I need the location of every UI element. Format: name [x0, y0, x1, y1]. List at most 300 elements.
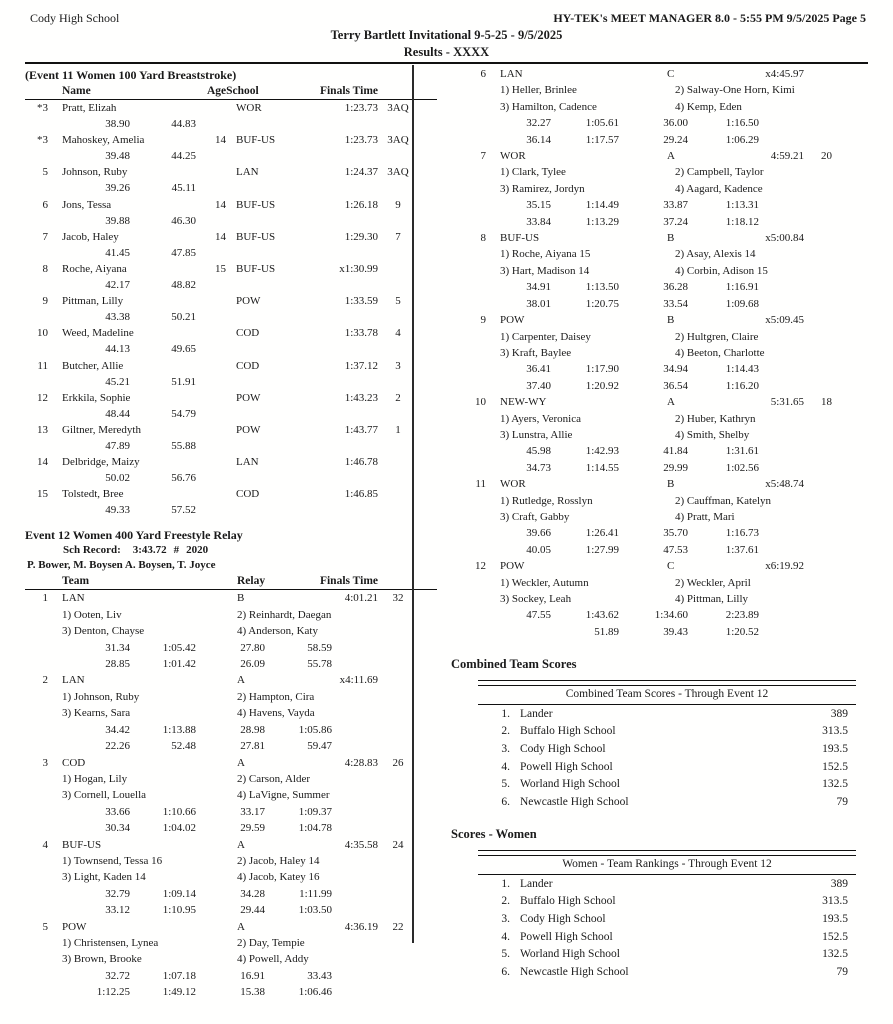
- split-time: 1:06.29: [725, 133, 759, 146]
- split-time: 27.80: [240, 641, 265, 654]
- swimmer-name: Butcher, Allie: [62, 359, 124, 372]
- result-row: [25, 197, 437, 213]
- combined-scores-rows: [478, 705, 856, 811]
- finals-time: x5:48.74: [765, 478, 804, 491]
- split-time: 38.01: [526, 297, 551, 310]
- score-row: [478, 892, 856, 910]
- split-time: 44.83: [171, 118, 196, 131]
- event-12-relays-left: [25, 590, 437, 1000]
- age: [202, 422, 226, 438]
- relay-splits-row: [463, 115, 869, 131]
- swimmer-name: Jacob, Haley: [62, 230, 119, 243]
- relay-swimmer: 4) Kemp, Eden: [675, 100, 742, 113]
- relay-swimmer: 3) Denton, Chayse: [62, 625, 145, 638]
- split-time: 1:14.49: [585, 199, 619, 212]
- place: 13: [37, 423, 48, 436]
- split-time: 37.24: [663, 215, 688, 228]
- event-12-column-header: [25, 573, 437, 590]
- finals-time: 1:43.23: [344, 391, 378, 404]
- splits-row: [25, 148, 437, 164]
- place: 9: [480, 314, 486, 327]
- split-time: 1:13.31: [725, 199, 759, 212]
- team-name: Worland High School: [520, 778, 621, 791]
- relay-splits-row: [25, 738, 437, 754]
- record-label: Sch Record:: [63, 544, 121, 557]
- points: 3: [395, 359, 401, 372]
- relay-swimmer: 4) Beeton, Charlotte: [675, 346, 765, 359]
- result-row: [25, 358, 437, 374]
- relay-swimmer: 1) Ayers, Veronica: [500, 412, 581, 425]
- team: COD: [62, 756, 86, 769]
- team-score: 132.5: [822, 778, 848, 791]
- relay-swimmer: 4) Anderson, Katy: [237, 625, 318, 638]
- record-year: 2020: [186, 544, 209, 557]
- swimmer-name: Giltner, Meredyth: [62, 423, 141, 436]
- school-record-line: [25, 543, 437, 558]
- finals-time: 1:24.37: [344, 166, 378, 179]
- meet-title: Terry Bartlett Invitational 9-5-25 - 9/5/2025: [330, 28, 563, 42]
- age: [202, 293, 226, 309]
- points: [804, 558, 849, 574]
- finals-time: 4:35.58: [344, 838, 378, 851]
- results-columns: [0, 64, 893, 1001]
- relay-splits-row: [25, 722, 437, 738]
- result-row: [25, 422, 437, 438]
- team-name: Lander: [520, 707, 553, 720]
- spacer: [510, 741, 520, 758]
- school: POW: [236, 423, 261, 436]
- team-score: 389: [830, 877, 848, 890]
- school: BUF-US: [236, 198, 276, 211]
- record-marker: #: [173, 544, 180, 557]
- relay-swimmers-row: [463, 509, 869, 525]
- swimmer-name: Delbridge, Maizy: [62, 456, 140, 469]
- splits-row: [25, 277, 437, 293]
- split-time: 34.94: [663, 363, 688, 376]
- points: 32: [392, 592, 404, 605]
- team: POW: [500, 314, 525, 327]
- spacer: [510, 706, 520, 723]
- team: LAN: [62, 592, 85, 605]
- relay-row: [25, 837, 437, 853]
- result-row: [25, 164, 437, 180]
- split-time: 1:13.88: [162, 723, 196, 736]
- result-row: [25, 100, 437, 116]
- team: WOR: [500, 478, 526, 491]
- relay-swimmer: 4) Jacob, Katey 16: [237, 871, 320, 884]
- age: [202, 164, 226, 180]
- women-scores-table: [478, 850, 856, 980]
- split-time: 29.59: [240, 822, 265, 835]
- place: 7: [480, 150, 486, 163]
- rank: 5.: [501, 948, 510, 961]
- split-time: 44.25: [171, 150, 196, 163]
- score-row: [478, 758, 856, 776]
- place: 15: [37, 488, 48, 501]
- team-name: Newcastle High School: [520, 965, 629, 978]
- split-time: 45.11: [171, 182, 196, 195]
- relay-splits-row: [463, 296, 869, 312]
- split-time: 33.87: [663, 199, 688, 212]
- split-time: 39.88: [105, 214, 130, 227]
- result-row: [25, 454, 437, 470]
- score-row: [478, 705, 856, 723]
- relay-swimmer: 1) Roche, Aiyana 15: [500, 248, 591, 261]
- rank: 1.: [501, 877, 510, 890]
- relay-splits-row: [463, 624, 869, 640]
- relay-letter: A: [237, 838, 245, 851]
- split-time: 41.84: [663, 445, 688, 458]
- team-name: Powell High School: [520, 760, 613, 773]
- score-row: [478, 928, 856, 946]
- column-divider: [412, 65, 414, 943]
- age: 14: [215, 198, 226, 211]
- split-time: 29.99: [663, 461, 688, 474]
- event-12-section: [25, 524, 437, 1000]
- relay-letter: C: [667, 560, 675, 573]
- result-row: [25, 229, 437, 245]
- split-time: 33.17: [240, 805, 265, 818]
- team: BUF-US: [500, 232, 540, 245]
- team-score: 152.5: [822, 760, 848, 773]
- column-header-finals: Finals Time: [319, 575, 378, 588]
- finals-time: 1:23.73: [344, 134, 378, 147]
- split-time: 51.91: [171, 375, 196, 388]
- result-row: [25, 325, 437, 341]
- relay-swimmers-row: [463, 411, 869, 427]
- relay-swimmer: 2) Huber, Kathryn: [675, 412, 756, 425]
- rank: 1.: [501, 707, 510, 720]
- score-row: [478, 910, 856, 928]
- split-time: 48.44: [105, 407, 130, 420]
- relay-swimmer: 2) Campbell, Taylor: [675, 166, 764, 179]
- split-time: 36.00: [663, 117, 688, 130]
- split-time: 32.79: [105, 887, 130, 900]
- split-time: 49.33: [105, 504, 130, 517]
- split-time: 39.43: [663, 625, 688, 638]
- split-time: 1:17.90: [585, 363, 619, 376]
- finals-time: 4:59.21: [770, 150, 804, 163]
- points: 18: [821, 396, 832, 409]
- relay-swimmers-row: [25, 853, 437, 869]
- splits-row: [25, 502, 437, 518]
- place: 4: [42, 838, 48, 851]
- team-name: Cody High School: [520, 912, 606, 925]
- points: 9: [395, 198, 401, 211]
- split-time: 36.28: [663, 281, 688, 294]
- relay-swimmer: 1) Johnson, Ruby: [62, 690, 140, 703]
- finals-time: x1:30.99: [339, 262, 378, 275]
- relay-row: [463, 394, 869, 410]
- women-scores-rows: [478, 875, 856, 981]
- split-time: 1:13.50: [585, 281, 619, 294]
- rank: 6.: [501, 965, 510, 978]
- finals-time: 1:23.73: [344, 102, 378, 114]
- relay-swimmer: 3) Kearns, Sara: [62, 707, 131, 720]
- split-time: 1:07.18: [162, 969, 196, 982]
- result-row: [25, 390, 437, 406]
- relay-splits-row: [463, 443, 869, 459]
- split-time: 29.24: [663, 133, 688, 146]
- finals-time: 1:26.18: [344, 198, 378, 211]
- relay-swimmers-row: [463, 181, 869, 197]
- points: 3AQ: [387, 134, 409, 147]
- split-time: 35.15: [526, 199, 551, 212]
- relay-letter: B: [237, 592, 245, 605]
- team: LAN: [500, 68, 523, 80]
- column-header-team: Team: [62, 575, 90, 588]
- splits-row: [25, 116, 437, 132]
- split-time: 57.52: [171, 504, 196, 517]
- split-time: 16.91: [240, 969, 265, 982]
- finals-time: 1:43.77: [344, 423, 378, 436]
- place: 5: [42, 920, 48, 933]
- score-row: [478, 793, 856, 811]
- place: 14: [37, 456, 48, 469]
- team-name: Lander: [520, 877, 553, 890]
- splits-row: [25, 341, 437, 357]
- result-row: [25, 486, 437, 502]
- place: 9: [42, 295, 48, 308]
- finals-time: 5:31.65: [770, 396, 804, 409]
- spacer: [510, 759, 520, 776]
- relay-swimmer: 1) Christensen, Lynea: [62, 936, 159, 949]
- relay-splits-row: [463, 197, 869, 213]
- split-time: 15.38: [240, 986, 265, 999]
- spacer: [510, 964, 520, 981]
- split-time: 27.81: [240, 740, 265, 753]
- split-time: 1:05.42: [162, 641, 196, 654]
- splits-row: [25, 245, 437, 261]
- team: LAN: [62, 674, 85, 687]
- split-time: 52.48: [171, 740, 196, 753]
- relay-splits-row: [25, 886, 437, 902]
- finals-time: x4:11.69: [339, 674, 378, 687]
- relay-swimmers-row: [25, 705, 437, 721]
- relay-swimmer: 1) Ooten, Liv: [62, 608, 122, 621]
- relay-swimmers-row: [463, 82, 869, 98]
- split-time: 34.73: [526, 461, 551, 474]
- split-time: 1:16.91: [725, 281, 759, 294]
- team-score: 193.5: [822, 912, 848, 925]
- rank: 2.: [501, 895, 510, 908]
- swimmer-name: Erkkila, Sophie: [62, 391, 131, 404]
- team-name: Powell High School: [520, 930, 613, 943]
- school: WOR: [236, 102, 262, 114]
- finals-time: 1:37.12: [344, 359, 378, 372]
- swimmer-name: Johnson, Ruby: [62, 166, 128, 179]
- finals-time: 1:46.85: [344, 488, 378, 501]
- split-time: 47.85: [171, 246, 196, 259]
- team: POW: [62, 920, 87, 933]
- split-time: 1:14.55: [585, 461, 619, 474]
- relay-swimmer: 4) Aagard, Kadence: [675, 182, 763, 195]
- spacer: [510, 911, 520, 928]
- team-name: Cody High School: [520, 742, 606, 755]
- split-time: 33.43: [307, 969, 332, 982]
- relay-splits-row: [463, 214, 869, 230]
- school: COD: [236, 488, 260, 501]
- school: BUF-US: [236, 230, 276, 243]
- points: 3AQ: [387, 102, 409, 114]
- relay-splits-row: [25, 902, 437, 918]
- place: 2: [42, 674, 48, 687]
- split-time: 45.98: [526, 445, 551, 458]
- split-time: 1:43.62: [585, 609, 619, 622]
- result-row: [25, 293, 437, 309]
- points: 4: [395, 327, 401, 340]
- relay-row: [463, 148, 869, 164]
- relay-row: [25, 672, 437, 688]
- relay-swimmer: 3) Lunstra, Allie: [500, 428, 573, 441]
- finals-time: 4:36.19: [344, 920, 378, 933]
- team-name: Worland High School: [520, 948, 621, 961]
- relay-swimmer: 2) Asay, Alexis 14: [675, 248, 756, 261]
- relay-swimmer: 3) Ramirez, Jordyn: [500, 182, 585, 195]
- split-time: 39.26: [105, 182, 130, 195]
- split-time: 1:09.37: [298, 805, 332, 818]
- relay-splits-row: [463, 542, 869, 558]
- points: 20: [821, 150, 832, 163]
- relay-swimmers-row: [463, 164, 869, 180]
- team: NEW-WY: [500, 396, 547, 409]
- spacer: [510, 893, 520, 910]
- split-time: 1:18.12: [725, 215, 759, 228]
- split-time: 47.53: [663, 543, 688, 556]
- place: 12: [37, 391, 48, 404]
- split-time: 22.26: [105, 740, 130, 753]
- splits-row: [25, 180, 437, 196]
- score-row: [478, 963, 856, 981]
- split-time: 1:13.29: [585, 215, 619, 228]
- split-time: 59.47: [307, 740, 332, 753]
- combined-scores-table: [478, 680, 856, 810]
- column-header-name: Name: [62, 85, 91, 97]
- relay-row: [463, 230, 869, 246]
- place: 8: [480, 232, 486, 245]
- relay-swimmer: 3) Light, Kaden 14: [62, 871, 146, 884]
- relay-letter: A: [237, 920, 245, 933]
- relay-swimmer: 4) Havens, Vayda: [237, 707, 315, 720]
- relay-swimmers-row: [25, 689, 437, 705]
- team-score: 152.5: [822, 930, 848, 943]
- relay-swimmer: 4) Smith, Shelby: [675, 428, 750, 441]
- finals-time: x4:45.97: [765, 68, 804, 80]
- relay-swimmer: 1) Townsend, Tessa 16: [62, 854, 163, 867]
- place: 12: [475, 560, 486, 573]
- spacer: [510, 946, 520, 963]
- relay-letter: B: [667, 232, 675, 245]
- split-time: 1:17.57: [585, 133, 619, 146]
- split-time: 34.28: [240, 887, 265, 900]
- relay-splits-row: [25, 820, 437, 836]
- relay-swimmers-row: [463, 345, 869, 361]
- relay-row: [25, 919, 437, 935]
- relay-swimmer: 4) Corbin, Adison 15: [675, 264, 768, 277]
- split-time: 51.89: [594, 625, 619, 638]
- place: 11: [475, 478, 486, 491]
- relay-swimmer: 2) Weckler, April: [675, 576, 751, 589]
- finals-time: 4:01.21: [344, 592, 378, 605]
- team-score: 132.5: [822, 948, 848, 961]
- points: 1: [395, 423, 401, 436]
- spacer: [510, 929, 520, 946]
- split-time: 30.34: [105, 822, 130, 835]
- split-time: 1:42.93: [585, 445, 619, 458]
- relay-swimmers-row: [463, 427, 869, 443]
- relay-row: [25, 590, 437, 606]
- rank: 6.: [501, 795, 510, 808]
- split-time: 2:23.89: [725, 609, 759, 622]
- relay-swimmer: 4) Powell, Addy: [237, 953, 309, 966]
- results-label: Results - XXXX: [403, 45, 490, 59]
- split-time: 33.66: [105, 805, 130, 818]
- relay-letter: B: [667, 314, 675, 327]
- team-score: 193.5: [822, 742, 848, 755]
- relay-swimmers-row: [463, 493, 869, 509]
- relay-swimmer: 2) Carson, Alder: [237, 772, 311, 785]
- relay-swimmer: 1) Weckler, Autumn: [500, 576, 589, 589]
- relay-row: [463, 312, 869, 328]
- relay-swimmers-row: [25, 951, 437, 967]
- relay-row: [25, 755, 437, 771]
- team-name: Buffalo High School: [520, 725, 616, 738]
- school: BUF-US: [236, 262, 276, 275]
- relay-splits-row: [463, 279, 869, 295]
- age: [202, 486, 226, 502]
- relay-swimmer: 3) Sockey, Leah: [500, 593, 572, 605]
- split-time: 29.44: [240, 904, 265, 917]
- splits-row: [25, 374, 437, 390]
- relay-swimmers-row: [463, 246, 869, 262]
- age: 14: [215, 230, 226, 243]
- relay-swimmer: 1) Hogan, Lily: [62, 772, 128, 785]
- split-time: [463, 624, 551, 640]
- finals-time: 1:46.78: [344, 456, 378, 469]
- relay-swimmer: 2) Reinhardt, Daegan: [237, 608, 332, 621]
- finals-time: x6:19.92: [765, 560, 804, 573]
- relay-splits-row: [463, 132, 869, 148]
- split-time: 47.55: [526, 609, 551, 622]
- relay-swimmers-row: [25, 607, 437, 623]
- relay-swimmers-row: [25, 935, 437, 951]
- relay-swimmer: 4) Pittman, Lilly: [675, 593, 749, 605]
- split-time: 1:01.42: [162, 658, 196, 671]
- record-holders: P. Bower, M. Boysen A. Boysen, T. Joyce: [27, 559, 216, 572]
- relay-swimmer: 3) Hamilton, Cadence: [500, 100, 597, 113]
- split-time: 1:16.50: [725, 117, 759, 130]
- relay-swimmer: 3) Brown, Brooke: [62, 953, 142, 966]
- rank: 3.: [501, 742, 510, 755]
- relay-swimmers-row: [25, 787, 437, 803]
- swimmer-name: Weed, Madeline: [62, 327, 134, 340]
- school-name: Cody High School: [30, 11, 120, 25]
- split-time: 1:10.95: [162, 904, 196, 917]
- relay-splits-row: [25, 984, 437, 1000]
- split-time: 33.54: [663, 297, 688, 310]
- split-time: 33.12: [105, 904, 130, 917]
- age: 15: [215, 262, 226, 275]
- relay-swimmer: 3) Craft, Gabby: [500, 510, 570, 523]
- split-time: 1:11.99: [299, 887, 332, 900]
- school: POW: [236, 295, 261, 308]
- spacer: [510, 794, 520, 811]
- age: [202, 100, 226, 116]
- relay-letter: A: [667, 150, 675, 163]
- split-time: 46.30: [171, 214, 196, 227]
- relay-swimmer: 3) Kraft, Baylee: [500, 346, 572, 359]
- event-11-title: (Event 11 Women 100 Yard Breaststroke): [25, 68, 237, 82]
